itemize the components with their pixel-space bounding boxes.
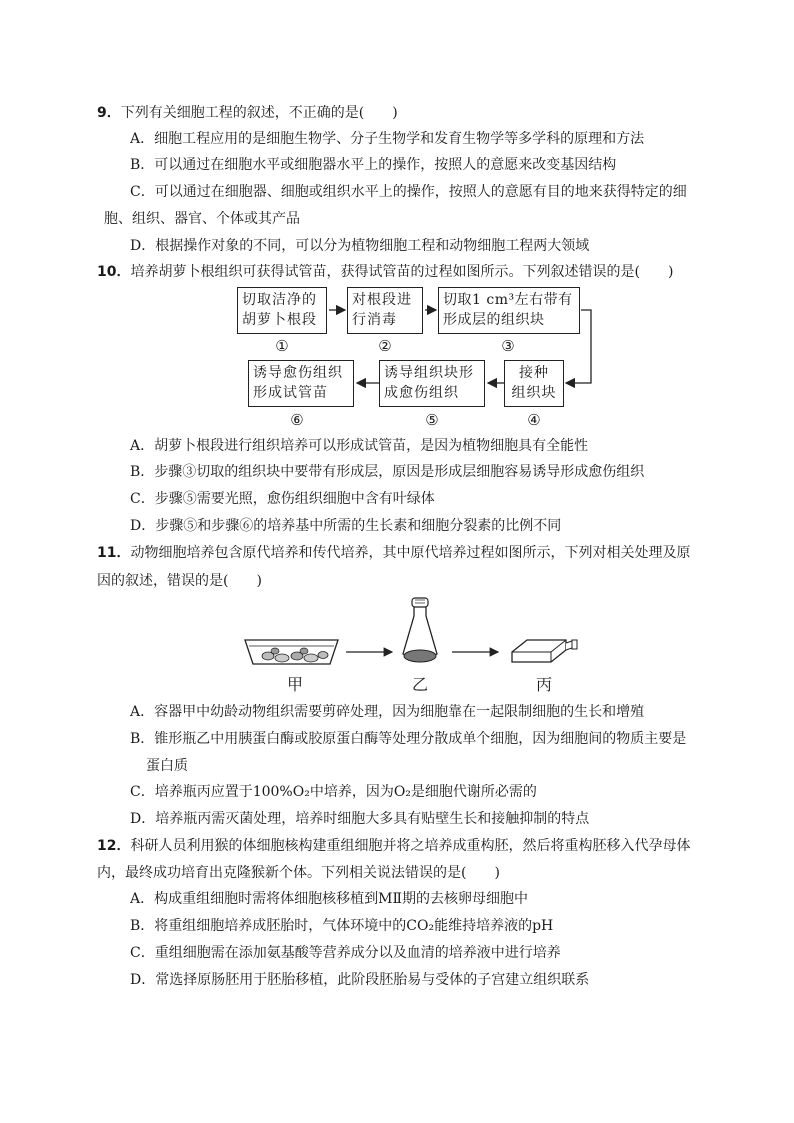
flow-step-1-line2: 胡萝卜根段 — [242, 312, 317, 328]
flow-step-5-line2: 成愈伤组织 — [384, 385, 459, 401]
flow-num-4: ④ — [527, 411, 541, 429]
flow-num-3: ③ — [501, 337, 515, 355]
flow-step-6-line1: 诱导愈伤组织 — [253, 365, 343, 381]
q9-number: 9． — [97, 105, 121, 121]
q12-stem-text: 科研人员利用猴的体细胞核构建重组细胞并将之培养成重构胚，然后将重构胚移入代孕母体 — [130, 838, 691, 854]
flow-num-6: ⑥ — [290, 411, 304, 429]
q10-option-b: B．步骤③切取的组织块中要带有形成层，原因是形成层细胞容易诱导形成愈伤组织 — [130, 464, 645, 480]
q9-stem-text: 下列有关细胞工程的叙述，不正确的是( ) — [120, 105, 398, 121]
q11-option-c: C．培养瓶丙应置于100%O₂中培养，因为O₂是细胞代谢所必需的 — [130, 784, 537, 800]
q11-option-a: A．容器甲中幼龄动物组织需要剪碎处理，因为细胞靠在一起限制细胞的生长和增殖 — [130, 704, 645, 720]
flow-step-4-line2: 组织块 — [511, 385, 557, 401]
q11-option-d: D．培养瓶丙需灭菌处理，培养时细胞大多具有贴壁生长和接触抑制的特点 — [130, 811, 590, 827]
q10-option-a: A．胡萝卜根段进行组织培养可以形成试管苗，是因为植物细胞具有全能性 — [130, 438, 589, 454]
q11-stem-line2: 因的叙述，错误的是( ) — [97, 573, 262, 589]
q12-option-a: A．构成重组细胞时需将体细胞核移植到MⅡ期的去核卵母细胞中 — [130, 891, 528, 907]
q12-stem-line2: 内，最终成功培育出克隆猴新个体。下列相关说法错误的是( ) — [97, 865, 500, 881]
flow-step-6-line2: 形成试管苗 — [253, 385, 328, 401]
flow-num-2: ② — [378, 337, 392, 355]
culture-bottle-bing-icon — [512, 640, 577, 662]
q10-number: 10． — [97, 264, 131, 280]
q12-option-b: B．将重组细胞培养成胚胎时，气体环境中的CO₂能维持培养液的pH — [130, 918, 554, 934]
flask-yi-icon — [403, 598, 437, 662]
q9-option-c-line1: C．可以通过在细胞器、细胞或组织水平上的操作，按照人的意愿有目的地来获得特定的细 — [130, 184, 687, 200]
q9-option-b: B．可以通过在细胞水平或细胞器水平上的操作，按照人的意愿来改变基因结构 — [130, 157, 617, 173]
flow-step-5-line1: 诱导组织块形 — [384, 365, 474, 381]
q9-option-c-line2: 胞、组织、器官、个体或其产品 — [104, 211, 300, 227]
flow-step-3-line1: 切取1 cm³左右带有 — [443, 292, 573, 308]
q11-number: 11． — [97, 545, 131, 561]
q10-option-c: C．步骤⑤需要光照，愈伤组织细胞中含有叶绿体 — [130, 491, 435, 507]
fig-label-yi: 乙 — [412, 675, 429, 694]
flow-step-4-line1: 接种 — [519, 365, 549, 381]
flow-step-2-line2: 行消毒 — [352, 312, 397, 328]
q10-stem-text: 培养胡萝卜根组织可获得试管苗，获得试管苗的过程如图所示。下列叙述错误的是( ) — [130, 264, 674, 280]
q12-option-d: D．常选择原肠胚用于胚胎移植，此阶段胚胎易与受体的子宫建立组织联系 — [130, 972, 590, 988]
q9-option-a: A．细胞工程应用的是细胞生物学、分子生物学和发育生物学等多学科的原理和方法 — [130, 131, 645, 147]
q12-number: 12． — [97, 838, 131, 854]
dish-jia-icon — [245, 640, 338, 664]
q10-option-d: D．步骤⑤和步骤⑥的培养基中所需的生长素和细胞分裂素的比例不同 — [130, 518, 562, 534]
flow-step-1-line1: 切取洁净的 — [242, 292, 317, 308]
flow-num-1: ① — [275, 337, 289, 355]
q12-option-c: C．重组细胞需在添加氨基酸等营养成分以及血清的培养液中进行培养 — [130, 945, 561, 961]
fig-label-bing: 丙 — [536, 675, 553, 694]
q11-option-b-line2: 蛋白质 — [146, 758, 188, 774]
fig-label-jia: 甲 — [287, 675, 304, 694]
q11-stem-text: 动物细胞培养包含原代培养和传代培养，其中原代培养过程如图所示，下列对相关处理及原 — [130, 545, 691, 561]
flow-step-3-line2: 形成层的组织块 — [443, 312, 545, 328]
flow-step-2-line1: 对根段进 — [352, 292, 412, 308]
q11-option-b-line1: B．锥形瓶乙中用胰蛋白酶或胶原蛋白酶等处理分散成单个细胞，因为细胞间的物质主要是 — [130, 731, 687, 747]
q9-option-d: D．根据操作对象的不同，可以分为植物细胞工程和动物细胞工程两大领域 — [130, 238, 590, 254]
flow-num-5: ⑤ — [425, 411, 439, 429]
q12-stem-line1 — [97, 836, 690, 856]
